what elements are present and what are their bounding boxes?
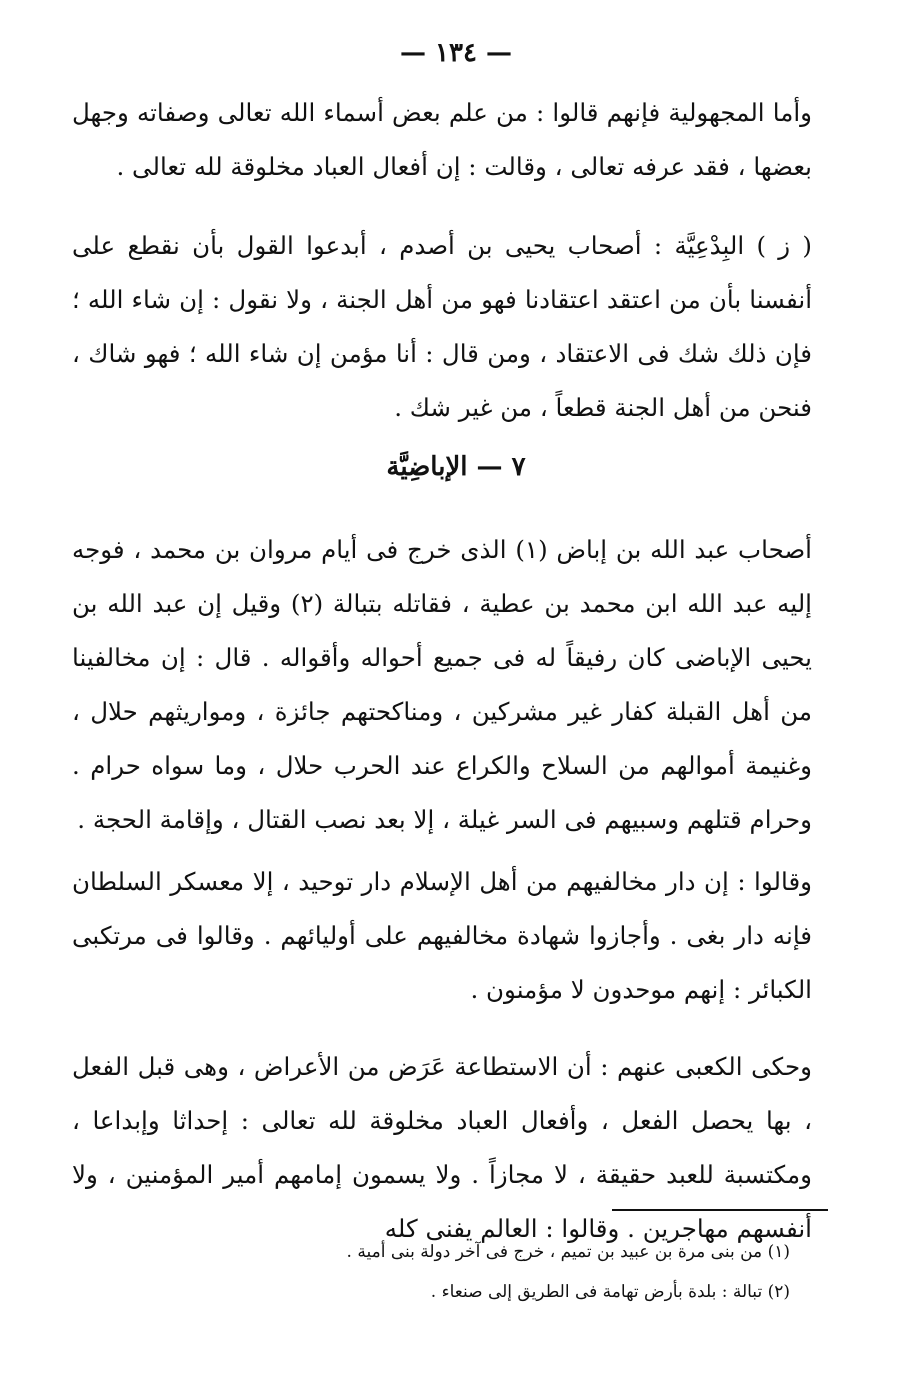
section-heading-ibadiyya: ٧ — الإباضِيَّة [386,452,526,482]
paragraph-ibadiyya-kabi: وحكى الكعبى عنهم : أن الاستطاعة عَرَض من الأعراض ، وهى قبل الفعل ، بها يحصل الفعل ، وأفعال العباد مخلوقة لله تعالى : إحداثا وإبداعا ، ومكتسبة للعبد حقيقة ، لا مجازاً . ولا يسمون إمامهم أمير المؤمنين ، ولا أنفسهم مهاجرين . وقالوا : العالم يفنى كله [72,1052,812,1243]
footnote-divider [612,1209,828,1211]
footnotes [300,1232,790,1312]
paragraph-ibadiyya-dar: وقالوا : إن دار مخالفيهم من أهل الإسلام دار توحيد ، إلا معسكر السلطان فإنه دار بغى . وأجازوا شهادة مخالفيهم على أوليائهم . وقالوا فى مرتكبى الكبائر : إنهم موحدون لا مؤمنون . [72,867,812,1004]
footnote-1: (١) من بنى مرة بن عبيد بن تميم ، خرج فى آخر دولة بنى أمية . [346,1242,790,1262]
page-number: — ١٣٤ — [399,38,513,68]
paragraph-majhuliyya: وأما المجهولية فإنهم قالوا : من علم بعض أسماء الله تعالى وصفاته وجهل بعضها ، فقد عرفه تعالى ، وقالت : إن أفعال العباد مخلوقة لله تعالى . [72,98,812,181]
paragraph-ibadiyya-intro: أصحاب عبد الله بن إباض (١) الذى خرج فى أيام مروان بن محمد ، فوجه إليه عبد الله ابن محمد بن عطية ، فقاتله بتبالة (٢) وقيل إن عبد الله بن يحيى الإباضى كان رفيقاً له فى جميع أحواله وأقواله . قال : إن مخالفينا من أهل القبلة كفار غير مشركين ، ومناكحتهم جائزة ، ومواريثهم حلال ، وغنيمة أموالهم من السلاح والكراع عند الحرب حلال ، وما سواه حرام . وحرام قتلهم وسبيهم فى السر غيلة ، إلا بعد نصب القتال ، وإقامة الحجة . [72,535,812,834]
footnote-2: (٢) تبالة : بلدة بأرض تهامة فى الطريق إلى صنعاء . [430,1282,790,1302]
paragraph-bidiyya: ( ز ) البِدْعِيَّة : أصحاب يحيى بن أصدم ، أبدعوا القول بأن نقطع على أنفسنا بأن من اعتقد اعتقادنا فهو من أهل الجنة ، ولا نقول : إن شاء الله ؛ فإن ذلك شك فى الاعتقاد ، ومن قال : أنا مؤمن إن شاء الله ؛ فهو شاك ، فنحن من أهل الجنة قطعاً ، من غير شك . [72,231,812,422]
